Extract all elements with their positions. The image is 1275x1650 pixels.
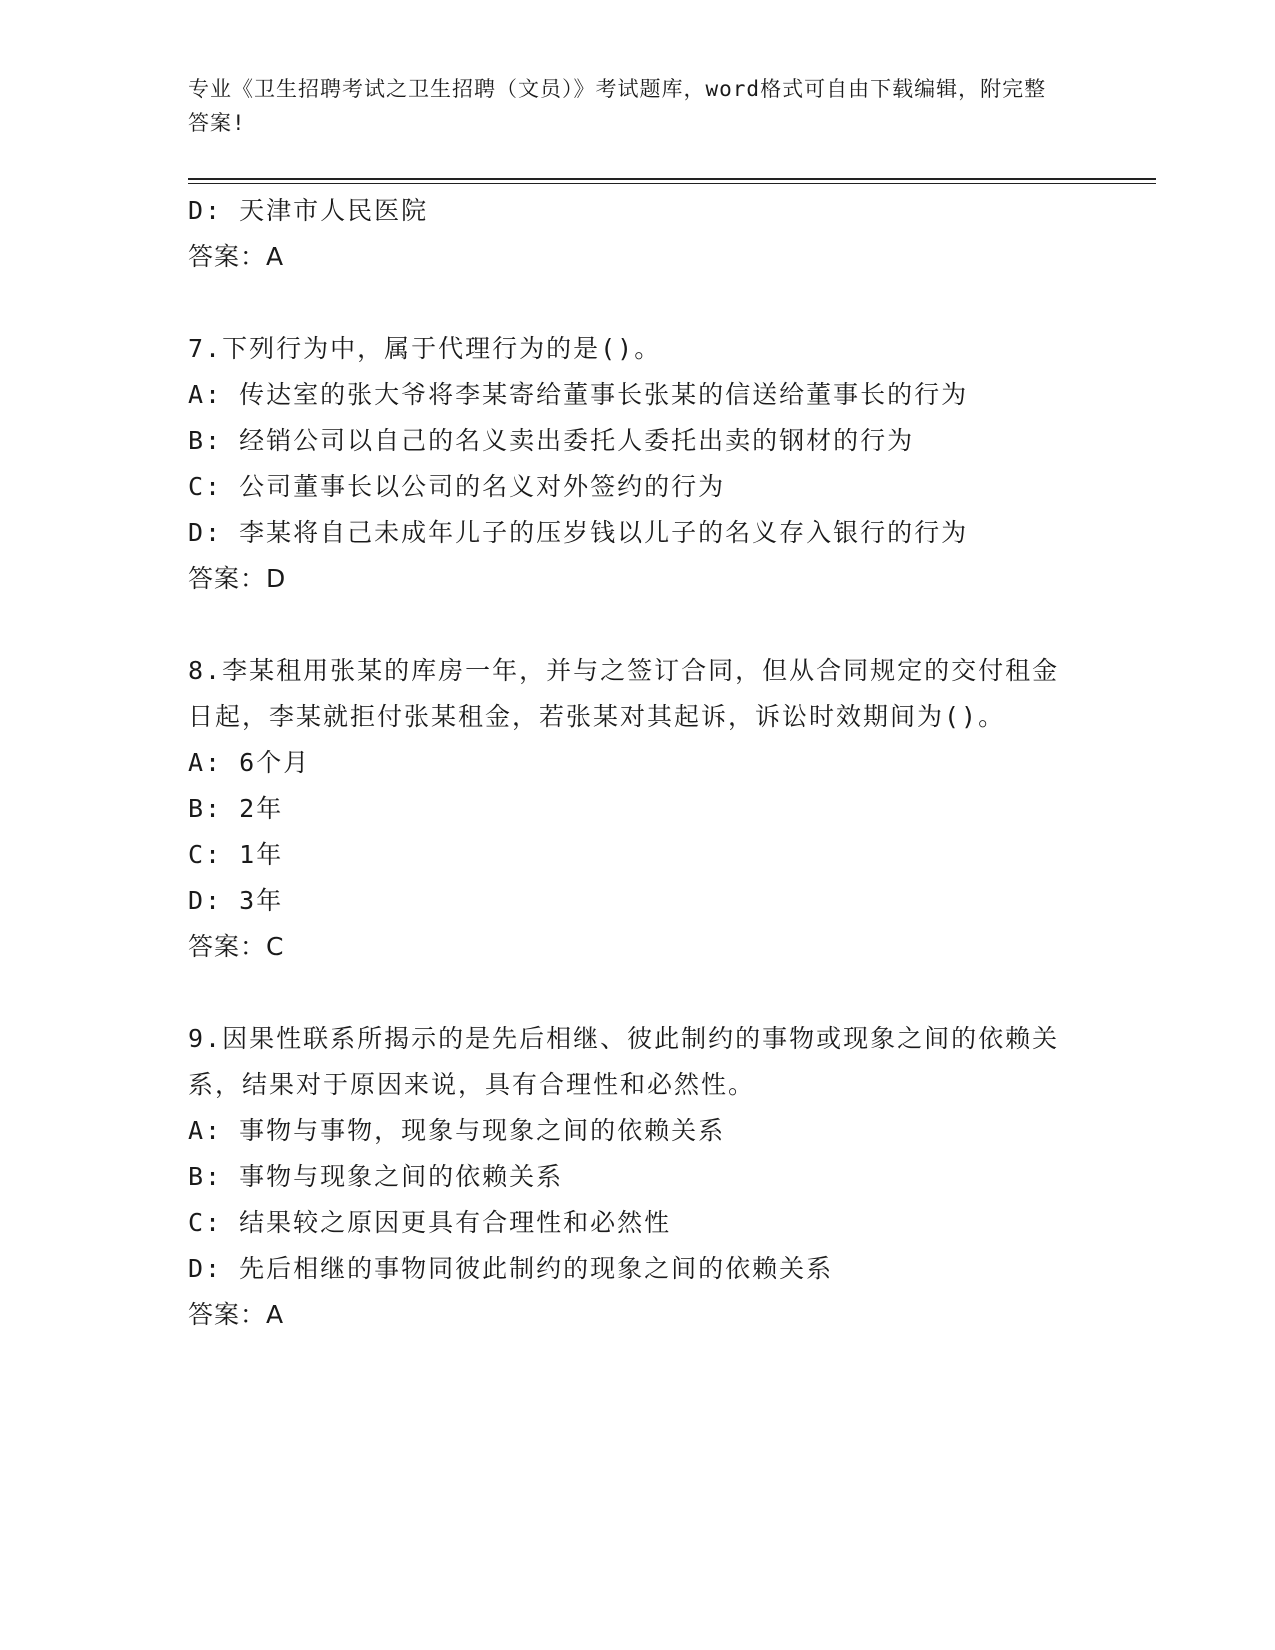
question-stem: 7.下列行为中，属于代理行为的是()。 — [188, 334, 662, 363]
answer: 答案：D — [188, 564, 287, 593]
document-header: 专业《卫生招聘考试之卫生招聘（文员）》考试题库，word格式可自由下载编辑，附完整答案! — [188, 77, 1047, 135]
option-b: B: 经销公司以自己的名义卖出委托人委托出卖的钢材的行为 — [188, 426, 915, 455]
question-stem: 9.因果性联系所揭示的是先后相继、彼此制约的事物或现象之间的依赖关系，结果对于原因来说，具有合理性和必然性。 — [188, 1024, 1060, 1099]
option-d: D: 天津市人民医院 — [188, 196, 429, 225]
question-9 — [188, 1016, 1068, 1338]
answer: 答案：A — [188, 242, 285, 271]
spacer — [188, 280, 1068, 326]
question-8 — [188, 648, 1068, 970]
option-c: C: 公司董事长以公司的名义对外签约的行为 — [188, 472, 726, 501]
question-list — [188, 188, 1068, 1338]
spacer — [188, 602, 1068, 648]
answer: 答案：C — [188, 932, 285, 961]
option-a: A: 事物与事物，现象与现象之间的依赖关系 — [188, 1116, 726, 1145]
option-b: B: 2年 — [188, 794, 284, 823]
option-a: A: 6个月 — [188, 748, 311, 777]
answer: 答案：A — [188, 1300, 285, 1329]
header-rule-thin — [188, 183, 1156, 184]
option-c: C: 结果较之原因更具有合理性和必然性 — [188, 1208, 672, 1237]
option-b: B: 事物与现象之间的依赖关系 — [188, 1162, 564, 1191]
option-d: D: 李某将自己未成年儿子的压岁钱以儿子的名义存入银行的行为 — [188, 518, 969, 547]
header-rule-thick — [188, 178, 1156, 180]
option-d: D: 先后相继的事物同彼此制约的现象之间的依赖关系 — [188, 1254, 834, 1283]
option-d: D: 3年 — [188, 886, 284, 915]
option-c: C: 1年 — [188, 840, 284, 869]
spacer — [188, 970, 1068, 1016]
question-7 — [188, 326, 1068, 602]
option-a: A: 传达室的张大爷将李某寄给董事长张某的信送给董事长的行为 — [188, 380, 969, 409]
question-stem: 8.李某租用张某的库房一年，并与之签订合同，但从合同规定的交付租金日起，李某就拒付张某租金，若张某对其起诉，诉讼时效期间为()。 — [188, 656, 1060, 731]
